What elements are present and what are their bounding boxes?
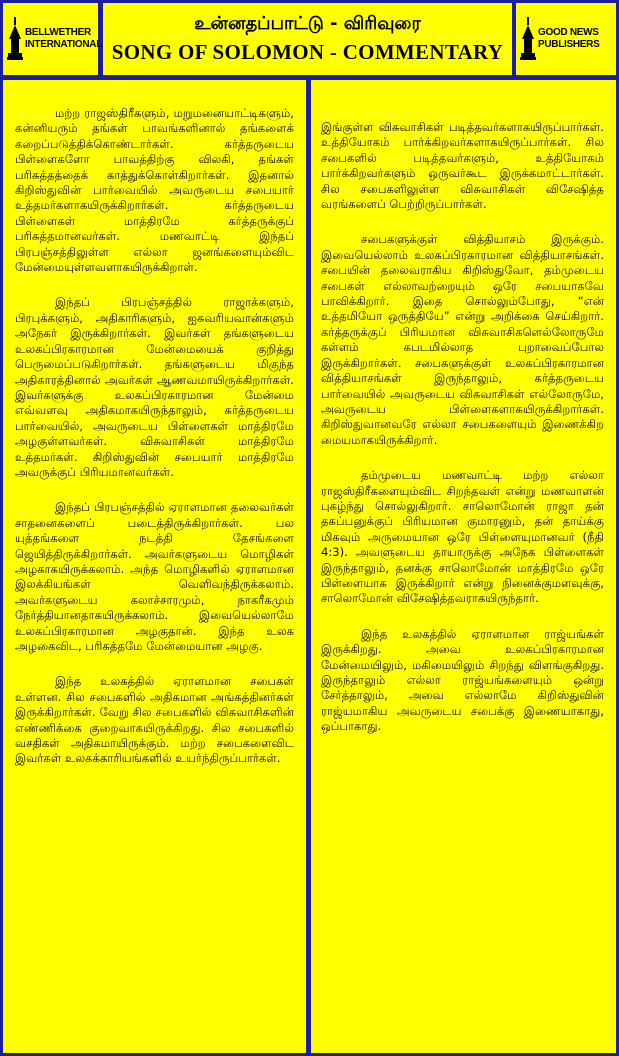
left-paragraph-3: இந்தப் பிரபஞ்சத்தில் ஏராளமான தலைவர்கள் சாதனைகளைப் படைத்திருக்கிறார்கள். பல யுத்தங்களை நடத்தி தேசங்களை ஜெயித்திருக்கிறார்கள். அவர்களுடைய மொழிகள் அழகாகயிருக்கலாம். அந்த மொழிகளில் ஏராளமான இலக்கியங்கள் வெளிவந்திருக்கலாம். அவர்களுடைய கலாச்சாரமும், நாகரீகமும் நேர்த்தியானதாகயிருக்கலாம். இவையெல்லாமே உலகப்பிரகாரமான அழகுதான். இந்த உலக அழகைவிட, பரிசுத்தமே மேன்மையான அழகு. [15, 500, 294, 653]
title-english: SONG OF SOLOMON - COMMENTARY [111, 40, 504, 64]
title-tamil: உன்னதப்பாட்டு - விரிவுரை [194, 13, 421, 34]
left-paragraph-2: இந்தப் பிரபஞ்சத்தில் ராஜாக்களும், பிரபுக்களும், அதிகாரிகளும், ஐசுவரியவான்களும் அநேகர் இருக்கிறார்கள். இவர்கள் தங்களுடைய உலகப்பிரகாரமான மேன்மையைக் குறித்து பெருமைப்படுகிறார்கள். தங்களுடைய மிகுந்த அதிகாரத்தினால் அவர்கள் ஆணவமாயிருக்கிறார்கள். இவர்களுக்கு உலகப்பிரகாரமான மேன்மை எவ்வளவு அதிகமாகயிருந்தாலும், கர்த்தருடைய பார்வையில், அவருடைய பிள்ளைகள் மாத்திரமே அழகுள்ளவர்கள். விசுவாசிகள் மாத்திரமே உத்தமர்கள். கிறிஸ்துவின் சபையார் மாத்திரமே அவருக்குப் பிரியமானவர்கள். [15, 295, 294, 479]
good-news-logo-line2: PUBLISHERS [538, 39, 600, 50]
bellwether-logo-line1: BELLWETHER [25, 27, 91, 38]
bellwether-logo-line2: INTERNATIONAL [25, 39, 103, 50]
left-paragraph-4: இந்த உலகத்தில் ஏராளமான சபைகள் உள்ளன. சில சபைகளில் அதிகமான அங்கத்தினர்கள் இருக்கிறார்கள். வேறு சில சபைகளில் விசுவாசிகளின் எண்ணிக்கை குறைவாகயிருக்கிறது. சில சபைகளில் வசதிகள் அதிகமாயிருக்கும். மற்ற சபைகளைவிட இவர்கள் உலகக்காரியங்களில் உயர்ந்திருப்பார்கள். [15, 674, 294, 766]
left-column [3, 80, 306, 1053]
left-paragraph-1: மற்ற ராஜஸ்திரீகளும், மறுமனையாட்டிகளும், கன்னியரும் தங்கள் பாவங்களினால் தங்களைக் கறைப்படுத்திக்கொண்டார்கள். கர்த்தருடைய பிள்ளைகளோ பாவத்திற்கு விலகி, தங்கள் பரிசுத்தத்தைக் காத்துக்கொள்கிறார்கள். இதனால் கிறிஸ்துவின் பார்வையில் அவருடைய சபையார் உத்தமர்களாகயிருக்கிறார்கள். கர்த்தருடைய பிள்ளைகள் மாத்திரமே கர்த்தருக்குப் பரிசுத்தமானவர்கள். மணவாட்டி இந்தப் பிரபஞ்சத்திலுள்ள எல்லா ஜனங்களையும்விட மேன்மையுள்ளவளாகயிருக்கிறாள். [15, 106, 294, 275]
right-column [311, 80, 616, 1053]
good-news-emblem-icon [520, 17, 536, 61]
right-paragraph-3: தம்முடைய மணவாட்டி மற்ற எல்லா ராஜஸ்திரீகளையும்விட சிறந்தவள் என்று மணவாளன் புகழ்ந்து சொல்லுகிறார். சாலொமோன் ராஜா தன் தகப்பனுக்குப் பிரியமான குமாரனும், தன் தாய்க்கு மிகவும் அருமையான ஒரே பிள்ளையுமானவர் (நீதி 4:3). அவளுடைய தாயாருக்கு அநேக பிள்ளைகள் இருந்தாலும், தனக்கு சாலொமோன் மாத்திரமே ஒரே பிள்ளையாக இருக்கிறார் என்று நினைக்குமளவுக்கு, சாலொமோன் விசேஷித்தவராகயிருந்தார். [321, 468, 604, 606]
right-paragraph-2: சபைகளுக்குள் வித்தியாசம் இருக்கும். இவையெல்லாம் உலகப்பிரகாரமான வித்தியாசங்கள். சபையின் தலைவராகிய கிறிஸ்துவோ, தம்முடைய சபைகள் எல்லாவற்றையும் ஒரே சபையாகவே பாவிக்கிறார். இதை சொல்லும்போது, “என் உத்தமியோ ஒருத்தியே” என்று அறிக்கை செய்கிறார். கர்த்தருக்குப் பிரியமான விசுவாசிகளெல்லோருமே கள்ளம் கபடமில்லாத புறாவைப்போல இருக்கிறார்கள். சபைகளுக்குள் உலகப்பிரகாரமான வித்தியாசங்கள் இருந்தாலும், கர்த்தருடைய பார்வையில் அவருடைய விசுவாசிகள் எல்லோருமே, அவருடைய பிள்ளைகளாகயிருக்கிறார்கள். கிறிஸ்துவானவரே எல்லா சபைகளையும் இணைக்கிற மையமாகயிருக்கிறார். [321, 232, 604, 447]
good-news-logo-line1: GOOD NEWS [538, 27, 599, 38]
right-paragraph-4: இந்த உலகத்தில் ஏராளமான ராஜ்யங்கள் இருக்கிறது. அவை உலகப்பிரகாரமான மேன்மையிலும், மகிமையிலும் சிறந்து விளங்குகிறது. இருந்தாலும் எல்லா ராஜ்யங்களையும் ஒன்று சேர்த்தாலும், அவை எல்லாமே கிறிஸ்துவின் ராஜ்யமாகிய அவருடைய சபைக்கு இணையாகாது, ஒப்பாகாது. [321, 626, 604, 734]
good-news-logo [516, 3, 616, 75]
bellwether-logo [3, 3, 103, 75]
header-title-box [103, 3, 512, 75]
bellwether-emblem-icon [7, 17, 23, 61]
right-paragraph-1: இங்குள்ள விசுவாசிகள் படித்தவர்களாகயிருப்பார்கள். உத்தியோகம் பார்க்கிறவர்களாகயிருப்பார்கள். சில சபைகளில் படித்தவர்களும், உத்தியோகம் பார்க்கிறவர்களும் ஒருவர்கூட இருக்கமாட்டார்கள். சில சபைகளிலுள்ள விசுவாசிகள் விசேஷித்த வரங்களைப் பெற்றிருப்பார்கள். [321, 120, 604, 212]
